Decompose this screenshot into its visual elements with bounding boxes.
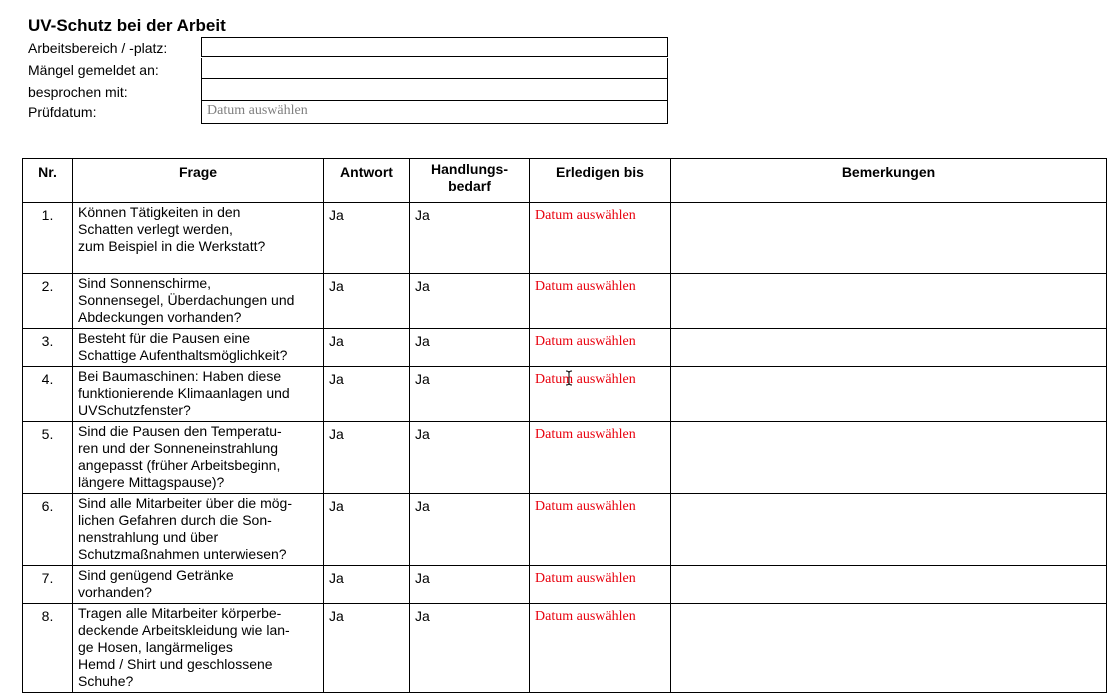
antwort-dropdown[interactable]: Ja [324,494,410,566]
header-handlungsbedarf: Handlungs- bedarf [410,159,530,203]
row-frage: Sind alle Mitarbeiter über die mög- lichen Gefahren durch die Son- nenstrahlung und über Schutzmaßnahmen unterwiesen? [73,494,324,566]
handlungsbedarf-dropdown[interactable]: Ja [410,203,530,274]
row-frage: Besteht für die Pausen eine Schattige Aufenthaltsmöglichkeit? [73,329,324,367]
table-row [23,566,1107,604]
table-row [23,274,1107,329]
row-frage: Bei Baumaschinen: Haben diese funktionierende Klimaanlagen und UVSchutzfenster? [73,367,324,422]
label-arbeitsbereich: Arbeitsbereich / -platz: [28,40,168,56]
antwort-dropdown[interactable]: Ja [324,203,410,274]
besprochen-field[interactable] [201,79,668,101]
header-erledigen-bis: Erledigen bis [530,159,671,203]
erledigen-date-picker[interactable]: Datum auswählen [530,203,671,274]
table-header-row [23,159,1107,203]
row-frage: Sind Sonnenschirme, Sonnensegel, Überdachungen und Abdeckungen vorhanden? [73,274,324,329]
checklist-table [22,158,1107,693]
antwort-dropdown[interactable]: Ja [324,604,410,693]
antwort-dropdown[interactable]: Ja [324,422,410,494]
erledigen-date-picker[interactable]: Datum auswählen [530,494,671,566]
table-row [23,494,1107,566]
row-frage: Tragen alle Mitarbeiter körperbe- deckende Arbeitskleidung wie lan- ge Hosen, langärmeliges Hemd / Shirt und geschlossene Schuhe? [73,604,324,693]
arbeitsbereich-field[interactable] [201,37,668,57]
text-cursor-icon [565,370,573,386]
handlungsbedarf-dropdown[interactable]: Ja [410,367,530,422]
header-nr: Nr. [23,159,73,203]
row-nr: 7. [23,566,73,604]
handlungsbedarf-dropdown[interactable]: Ja [410,329,530,367]
row-frage: Sind genügend Getränke vorhanden? [73,566,324,604]
erledigen-date-picker[interactable]: Datum auswählen [530,566,671,604]
row-nr: 3. [23,329,73,367]
table-row [23,329,1107,367]
header-bemerkungen: Bemerkungen [671,159,1107,203]
erledigen-date-picker[interactable]: Datum auswählen [530,422,671,494]
handlungsbedarf-dropdown[interactable]: Ja [410,274,530,329]
header-antwort: Antwort [324,159,410,203]
label-maengel: Mängel gemeldet an: [28,62,159,78]
erledigen-date-picker[interactable]: Datum auswählen [530,367,671,422]
bemerkung-field[interactable] [671,274,1107,329]
bemerkung-field[interactable] [671,329,1107,367]
pruefdatum-field[interactable]: Datum auswählen [201,101,668,124]
erledigen-date-picker[interactable]: Datum auswählen [530,329,671,367]
table-row [23,422,1107,494]
antwort-dropdown[interactable]: Ja [324,367,410,422]
bemerkung-field[interactable] [671,203,1107,274]
erledigen-date-picker[interactable]: Datum auswählen [530,604,671,693]
page-title: UV-Schutz bei der Arbeit [28,16,226,35]
header-frage: Frage [73,159,324,203]
row-nr: 4. [23,367,73,422]
antwort-dropdown[interactable]: Ja [324,329,410,367]
bemerkung-field[interactable] [671,422,1107,494]
label-besprochen: besprochen mit: [28,84,128,100]
table-row [23,203,1107,274]
row-nr: 5. [23,422,73,494]
handlungsbedarf-dropdown[interactable]: Ja [410,604,530,693]
row-frage: Sind die Pausen den Temperatu- ren und der Sonneneinstrahlung angepasst (früher Arbeitsbeginn, längere Mittagspause)? [73,422,324,494]
handlungsbedarf-dropdown[interactable]: Ja [410,422,530,494]
bemerkung-field[interactable] [671,566,1107,604]
handlungsbedarf-dropdown[interactable]: Ja [410,566,530,604]
table-row [23,604,1107,693]
erledigen-date-picker[interactable]: Datum auswählen [530,274,671,329]
antwort-dropdown[interactable]: Ja [324,274,410,329]
bemerkung-field[interactable] [671,367,1107,422]
bemerkung-field[interactable] [671,494,1107,566]
maengel-field[interactable] [201,58,668,79]
row-nr: 6. [23,494,73,566]
row-nr: 2. [23,274,73,329]
antwort-dropdown[interactable]: Ja [324,566,410,604]
row-frage: Können Tätigkeiten in den Schatten verlegt werden, zum Beispiel in die Werkstatt? [73,203,324,274]
handlungsbedarf-dropdown[interactable]: Ja [410,494,530,566]
row-nr: 8. [23,604,73,693]
label-pruefdatum: Prüfdatum: [28,104,97,120]
row-nr: 1. [23,203,73,274]
bemerkung-field[interactable] [671,604,1107,693]
